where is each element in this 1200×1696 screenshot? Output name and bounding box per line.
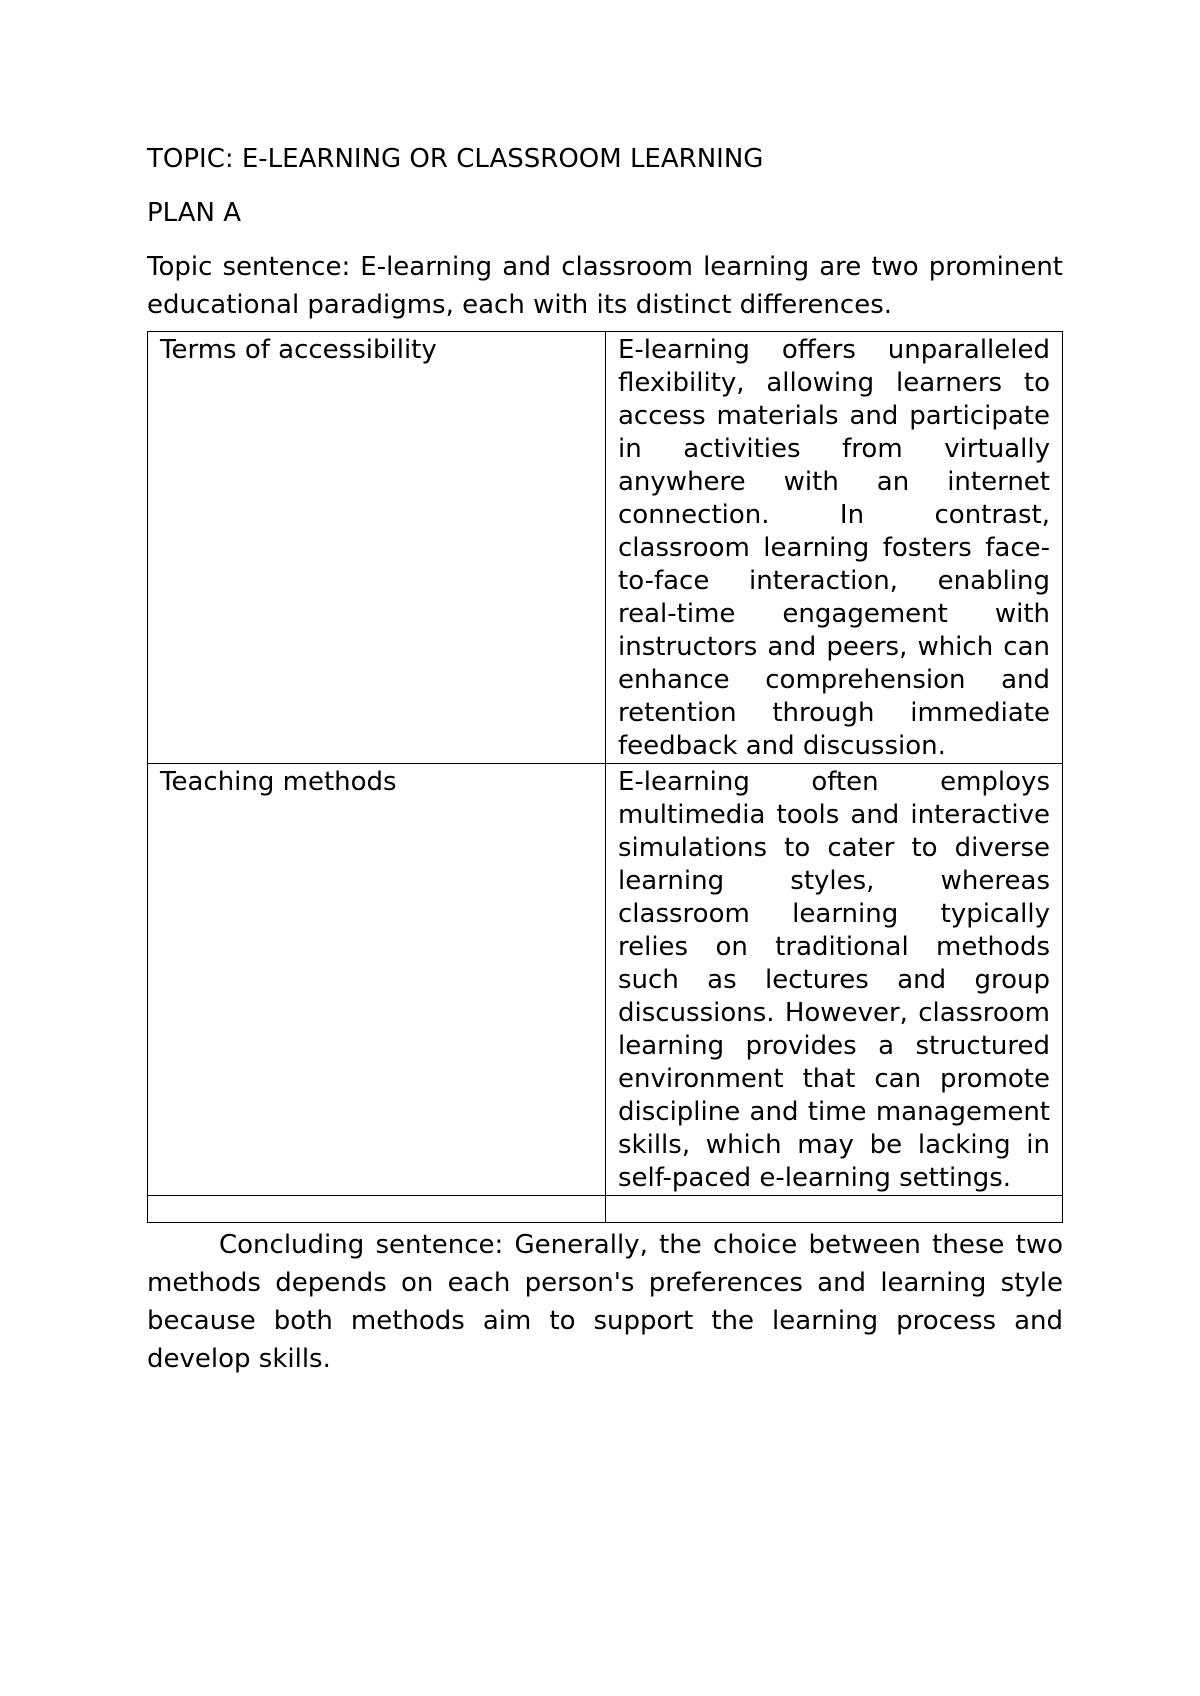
plan-label: PLAN A <box>147 198 242 228</box>
topic-sentence: Topic sentence: E-learning and classroom learning are two prominent educational paradigms, each with its distinct differences. <box>147 252 1063 320</box>
table-row <box>148 764 1063 1196</box>
table-cell-empty <box>606 1196 1063 1223</box>
table-cell-term: Teaching methods <box>148 764 606 1196</box>
document-page <box>147 140 1063 1378</box>
comparison-table <box>147 331 1063 1223</box>
table-cell-description: E-learning often employs multimedia tools and interactive simulations to cater to diverse learning styles, whereas classroom learning typically relies on traditional methods such as lectures and group discussions. However, classroom learning provides a structured environment that can promote discipline and time management skills, which may be lacking in self-paced e-learning settings. <box>606 764 1063 1196</box>
table-row-empty <box>148 1196 1063 1223</box>
document-title: TOPIC: E-LEARNING OR CLASSROOM LEARNING <box>147 144 764 174</box>
table-cell-description: E-learning offers unparalleled flexibility, allowing learners to access materials and participate in activities from virtually anywhere with an internet connection. In contrast, classroom learning fosters face-to-face interaction, enabling real-time engagement with instructors and peers, which can enhance comprehension and retention through immediate feedback and discussion. <box>606 332 1063 764</box>
table-cell-empty <box>148 1196 606 1223</box>
concluding-sentence: Concluding sentence: Generally, the choice between these two methods depends on each person's preferences and learning style because both methods aim to support the learning process and develop skills. <box>147 1230 1063 1374</box>
table-row <box>148 332 1063 764</box>
table-cell-term: Terms of accessibility <box>148 332 606 764</box>
